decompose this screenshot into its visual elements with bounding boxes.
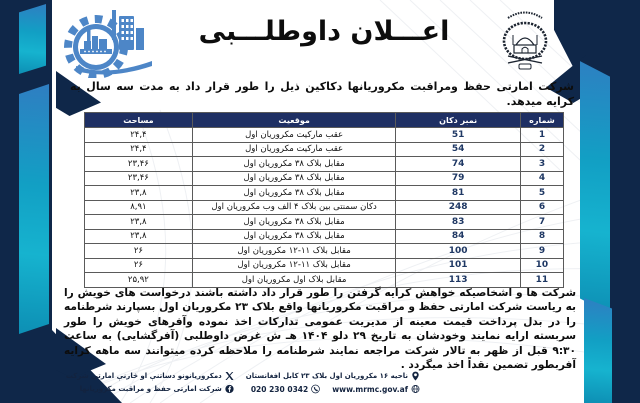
- table-row: [85, 171, 564, 186]
- cell-location: عقب مارکیت مکروریان اول: [192, 142, 396, 157]
- cell-number: 11: [520, 273, 563, 288]
- cell-shop-number: 83: [396, 215, 521, 230]
- cell-area: ۲۳,۸: [85, 215, 193, 230]
- table-row: [85, 229, 564, 244]
- location-pin-icon: [411, 371, 420, 381]
- cell-location: مقابل بلاک ۱۱-۱۲ مکروریان اول: [192, 258, 396, 273]
- cell-area: ۸,۹۱: [85, 200, 193, 215]
- shops-table: [84, 112, 564, 288]
- cell-number: 2: [520, 142, 563, 157]
- cell-area: ۲۵,۹۲: [85, 273, 193, 288]
- cell-shop-number: 74: [396, 157, 521, 172]
- table-row: [85, 244, 564, 259]
- islamic-emirate-emblem-icon: [486, 5, 564, 73]
- x-account-row: [66, 371, 234, 381]
- cell-area: ۲۳,۸: [85, 186, 193, 201]
- table-row: [85, 142, 564, 157]
- cell-number: 6: [520, 200, 563, 215]
- address-row: [246, 371, 420, 381]
- cell-area: ۲۴,۴: [85, 142, 193, 157]
- globe-icon: [411, 384, 420, 394]
- cell-area: ۲۶: [85, 258, 193, 273]
- x-account-text: دمکروریانونو دساتنې او څارنې امارتي شرکت: [65, 372, 222, 380]
- footer-contact-group: [246, 371, 420, 394]
- cell-shop-number: 113: [396, 273, 521, 288]
- website-text: www.mrmc.gov.af: [332, 384, 408, 394]
- table-header-row: [85, 113, 564, 128]
- left-teal-stripe-top: [19, 4, 46, 74]
- cell-shop-number: 100: [396, 244, 521, 259]
- cell-location: مقابل بلاک ۳۸ مکروریان اول: [192, 171, 396, 186]
- cell-shop-number: 54: [396, 142, 521, 157]
- cell-location: مقابل بلاک ۳۸ مکروریان اول: [192, 186, 396, 201]
- cell-number: 9: [520, 244, 563, 259]
- left-teal-stripe-long: [19, 84, 49, 334]
- table-row: [85, 258, 564, 273]
- footer: [65, 371, 420, 394]
- cell-location: دکان سمنتی بین بلاک ۴ الف وب مکروریان اول: [192, 200, 396, 215]
- cell-location: مقابل بلاک اول مکروریان اول: [192, 273, 396, 288]
- table-row: [85, 157, 564, 172]
- footer-social-group: [66, 371, 234, 394]
- col-header-number: شماره: [520, 113, 563, 128]
- cell-number: 10: [520, 258, 563, 273]
- cell-shop-number: 101: [396, 258, 521, 273]
- cell-location: مقابل بلاک ۱۱-۱۲ مکروریان اول: [192, 244, 396, 259]
- cell-location: مقابل بلاک ۳۸ مکروریان اول: [192, 157, 396, 172]
- cell-number: 7: [520, 215, 563, 230]
- cell-area: ۲۳,۴۶: [85, 157, 193, 172]
- table-row: [85, 186, 564, 201]
- right-teal-stripe-bottom: [584, 298, 612, 403]
- phone-text: 020 230 0342: [250, 384, 309, 394]
- cell-shop-number: 51: [396, 128, 521, 143]
- facebook-icon: [225, 384, 234, 394]
- address-text: ناحیه ۱۶ مکروریان اول بلاک ۲۳ کابل افغانستان: [245, 372, 408, 380]
- table-row: [85, 273, 564, 288]
- right-teal-stripe-long: [580, 56, 610, 314]
- cell-number: 3: [520, 157, 563, 172]
- col-header-shop-number: نمبر دکان: [396, 113, 521, 128]
- intro-text: شرکت امارتی حفظ ومراقبت مکروریانها دکاکین ذیل را طور قرار داد به مدت سه سال به کرایه میدهد.: [70, 80, 574, 108]
- cell-location: عقب مارکیت مکروریان اول: [192, 128, 396, 143]
- cell-shop-number: 84: [396, 229, 521, 244]
- company-gear-factory-logo: [62, 4, 164, 78]
- cell-area: ۲۶: [85, 244, 193, 259]
- x-twitter-icon: [225, 371, 234, 381]
- cell-area: ۲۳,۸: [85, 229, 193, 244]
- facebook-account-text: شرکت امارتی حفظ و مراقبت مکروریانها: [79, 385, 222, 393]
- tender-conditions-text: شرکت ها و اشخاصیکه خواهش کرایه گرفتن را طور قرار داد داشته باشند درخواست های خویش را به ریاست شرکت امارتی حفظ و مراقبت مکروریانها واقع بلاک ۲۳ مکروریان اول بسپارند شرطنامه را در بدل پرداخت قیمت معینه از مدیریت عمومی تدارکات اخذ نموده وآفرهای خویش را طور سربسته ارایه نمایند وخودشان به تاریخ ۲۹ دلو ۱۴۰۴ هـ ش غرض داوطلبی (آفرگشایی) به ساعت ۹:۳۰ قبل از ظهر به تالار شرکت مراجعه نمایند شرطنامه را ملاحظه کرده میتوانند سه ماهه کرایه آفربطور تضمین نقداً اخذ میگردد .: [64, 287, 577, 372]
- phone-icon: [311, 384, 320, 394]
- cell-area: ۲۴,۴: [85, 128, 193, 143]
- cell-number: 5: [520, 186, 563, 201]
- col-header-area: مساحت: [85, 113, 193, 128]
- cell-number: 1: [520, 128, 563, 143]
- table-row: [85, 215, 564, 230]
- facebook-account-row: [66, 384, 234, 394]
- cell-location: مقابل بلاک ۳۸ مکروریان اول: [192, 215, 396, 230]
- cell-shop-number: 81: [396, 186, 521, 201]
- cell-number: 8: [520, 229, 563, 244]
- cell-shop-number: 79: [396, 171, 521, 186]
- cell-shop-number: 248: [396, 200, 521, 215]
- page-title: اعـــلان داوطلـــبی: [198, 16, 450, 47]
- phone-website-row: [246, 384, 420, 394]
- col-header-location: موقعیت: [192, 113, 396, 128]
- table-row: [85, 128, 564, 143]
- shops-table-body: [85, 128, 564, 288]
- table-row: [85, 200, 564, 215]
- cell-area: ۲۳,۴۶: [85, 171, 193, 186]
- cell-location: مقابل بلاک ۳۸ مکروریان اول: [192, 229, 396, 244]
- cell-number: 4: [520, 171, 563, 186]
